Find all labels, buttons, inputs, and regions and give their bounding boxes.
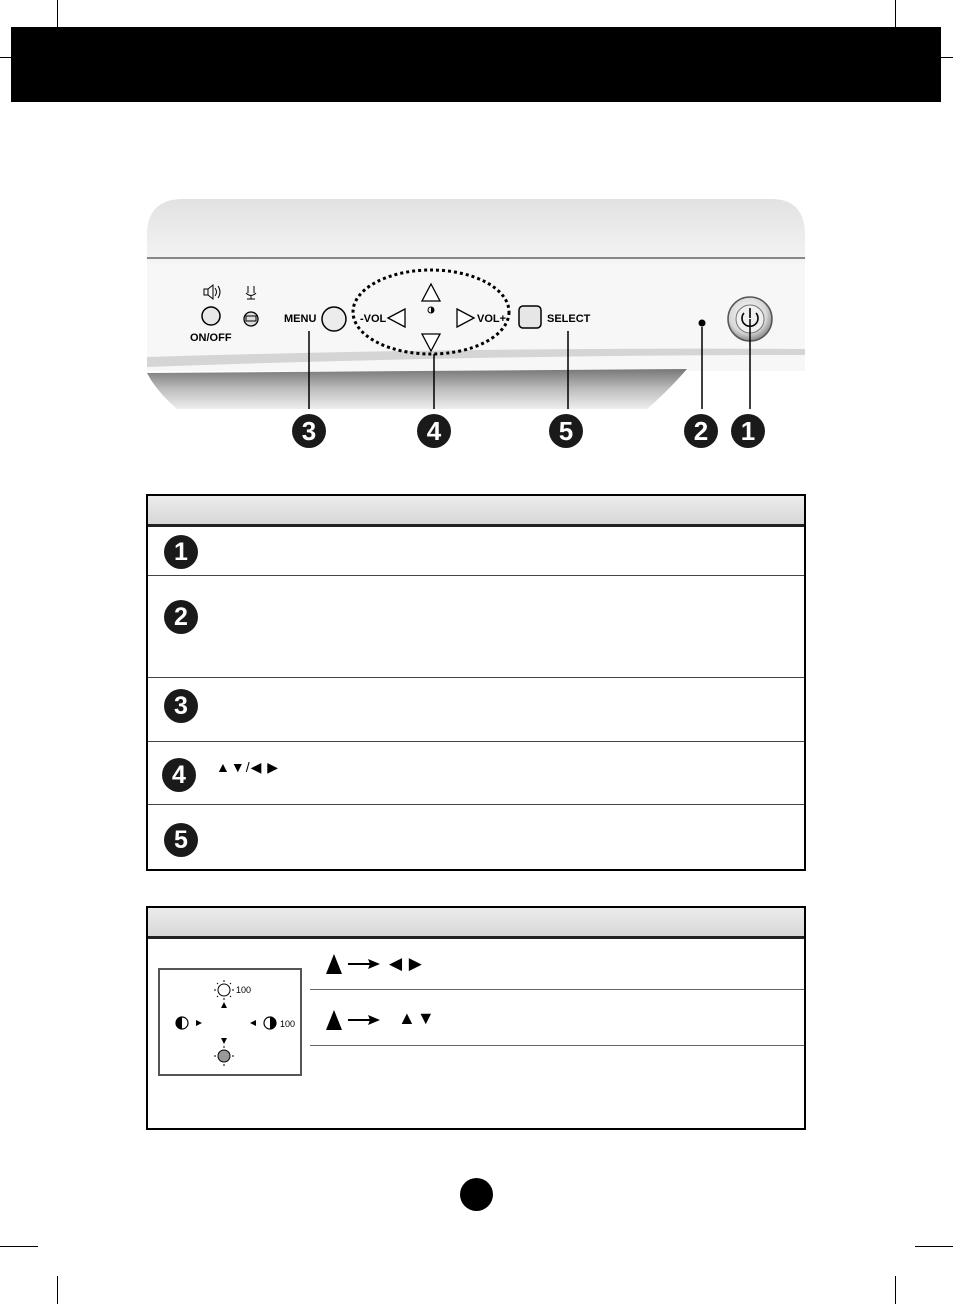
- vol-minus-label: -VOL: [360, 313, 387, 325]
- page-number-dot: [460, 1178, 493, 1211]
- on-off-label: ON/OFF: [190, 332, 232, 344]
- table-row-number: 1: [164, 535, 198, 569]
- callout-5: 5: [549, 414, 583, 448]
- crop-mark: [57, 1276, 58, 1304]
- table-header: [148, 496, 804, 527]
- table-row-number: 2: [164, 600, 198, 634]
- crop-mark: [57, 0, 58, 28]
- osd-right-value: 100: [280, 1019, 296, 1029]
- crop-mark: [895, 0, 896, 28]
- menu-label: MENU: [284, 313, 317, 325]
- monitor-control-panel: [147, 197, 807, 409]
- table-row-number: 4: [162, 758, 196, 792]
- controls-table: [146, 494, 806, 871]
- callout-3: 3: [292, 414, 326, 448]
- select-label: SELECT: [547, 313, 591, 325]
- callout-2: 2: [684, 414, 718, 448]
- arrow-symbols-1: ◀ ▶: [389, 954, 423, 973]
- callout-1: 1: [731, 414, 765, 448]
- arrow-sequence-1: [322, 952, 442, 976]
- crop-mark: [915, 1246, 953, 1247]
- arrow-symbols: ▲▼/◀ ▶: [216, 759, 280, 775]
- crop-mark: [0, 1246, 38, 1247]
- crop-mark: [941, 57, 953, 58]
- vol-plus-label: VOL+: [477, 313, 507, 325]
- osd-adjust-diagram: [158, 968, 302, 1076]
- header-bar: [11, 27, 941, 102]
- osd-top-value: 100: [236, 985, 252, 995]
- callout-4: 4: [417, 414, 451, 448]
- arrow-symbols-2: ▲▼: [398, 1008, 436, 1028]
- crop-mark: [895, 1276, 896, 1304]
- table-row-number: 5: [164, 823, 198, 857]
- crop-mark: [0, 57, 11, 58]
- table-header: [148, 908, 804, 939]
- table-row-number: 3: [164, 689, 198, 723]
